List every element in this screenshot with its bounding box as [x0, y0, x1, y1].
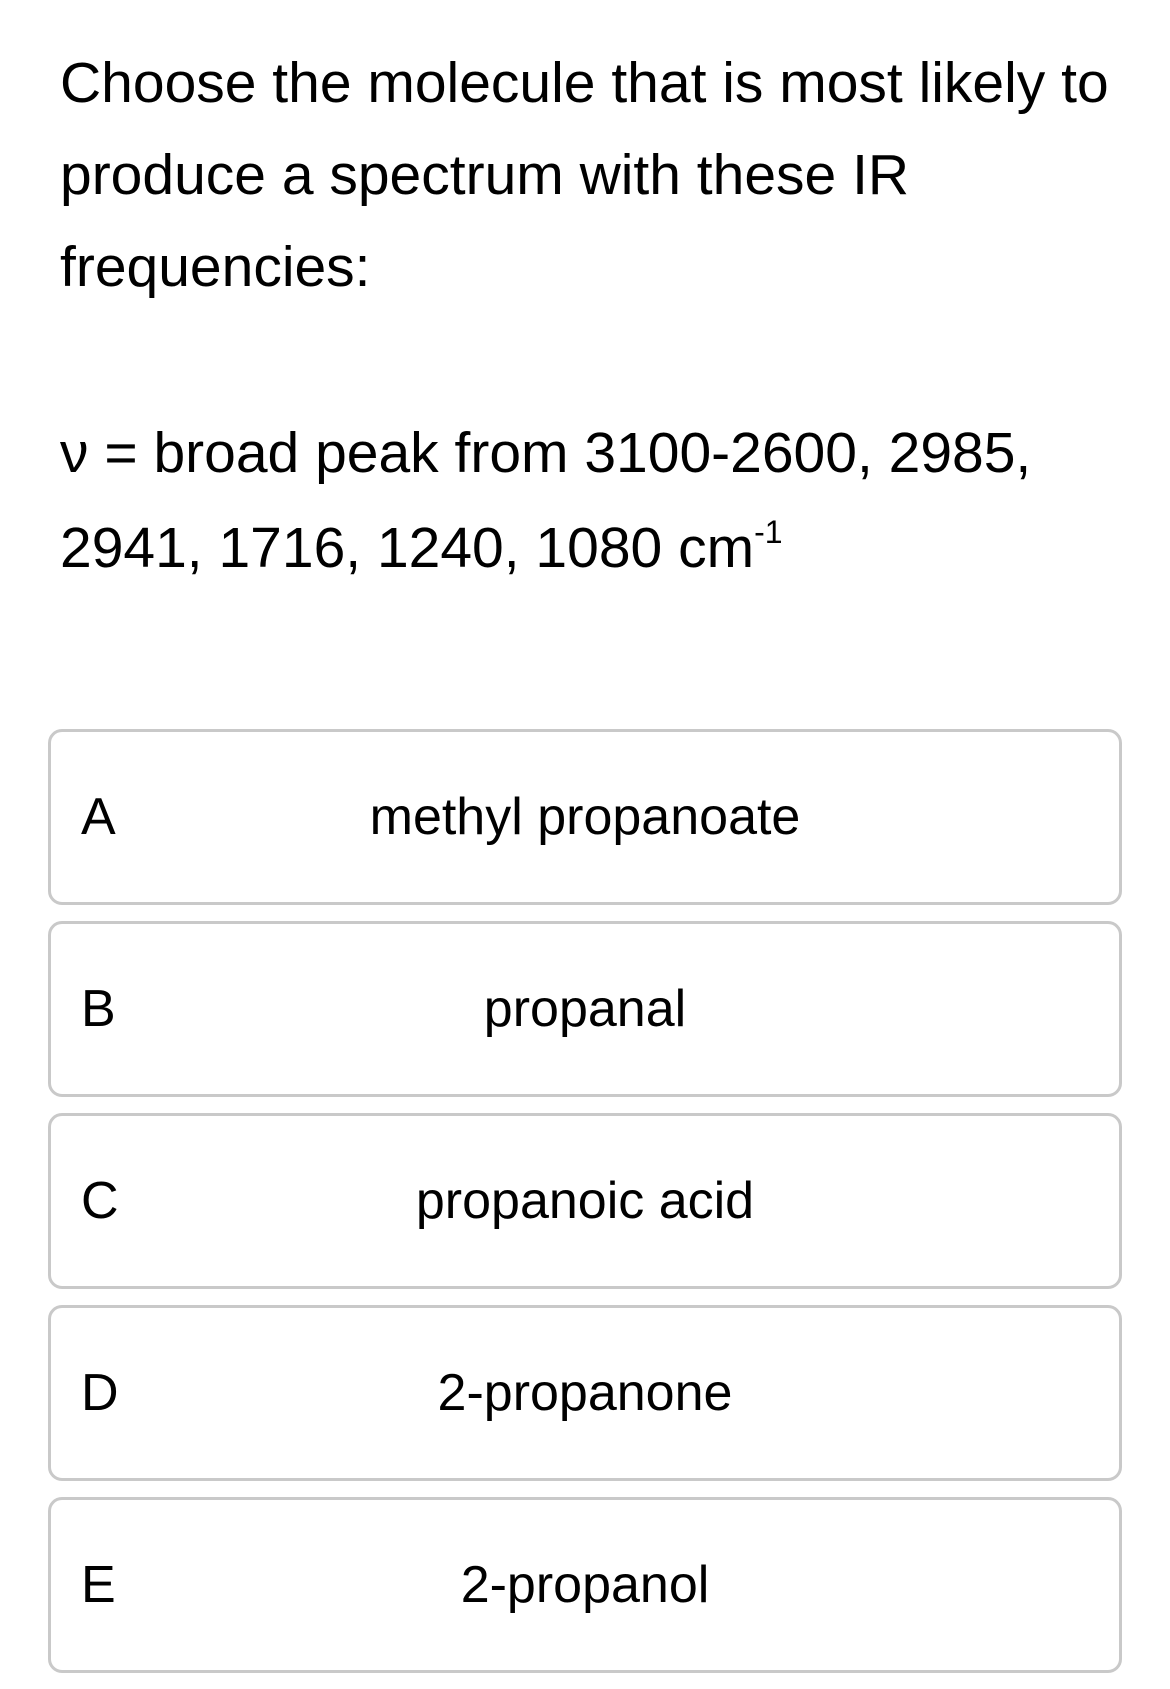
option-text: propanoic acid — [415, 1172, 755, 1230]
option-text: 2-propanone — [437, 1364, 733, 1422]
answer-options — [48, 729, 1122, 1689]
unit-superscript: -1 — [754, 514, 783, 550]
option-letter: C — [81, 1172, 119, 1230]
option-c[interactable] — [48, 1113, 1122, 1289]
option-b[interactable] — [48, 921, 1122, 1097]
option-letter: E — [81, 1556, 116, 1614]
ir-frequencies-text: ν = broad peak from 3100-2600, 2985, 2941, 1716, 1240, 1080 cm — [60, 421, 1032, 580]
question-prompt: Choose the molecule that is most likely to produce a spectrum with these IR frequencies: — [60, 51, 1109, 299]
option-letter: A — [81, 788, 116, 846]
option-d[interactable] — [48, 1305, 1122, 1481]
option-text: propanal — [483, 980, 687, 1038]
ir-frequencies — [60, 406, 1120, 596]
option-letter: B — [81, 980, 116, 1038]
option-a[interactable] — [48, 729, 1122, 905]
option-text: methyl propanoate — [369, 788, 801, 846]
option-letter: D — [81, 1364, 119, 1422]
option-text: 2-propanol — [460, 1556, 710, 1614]
option-e[interactable] — [48, 1497, 1122, 1673]
